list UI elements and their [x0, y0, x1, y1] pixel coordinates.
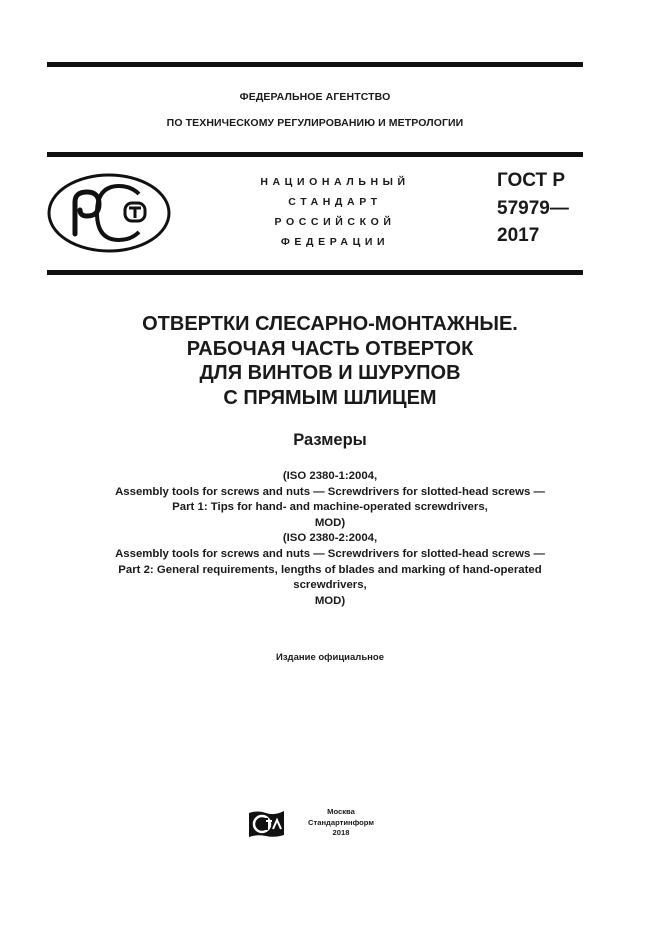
publisher-city: Москва	[327, 807, 355, 816]
reference-line: MOD)	[314, 594, 346, 607]
standard-designation	[497, 167, 569, 250]
agency-line-1: ФЕДЕРАЛЬНОЕ АГЕНТСТВО	[239, 91, 391, 103]
national-line: РОССИЙСКОЙ	[274, 216, 396, 228]
edition-label: Издание официальное	[276, 652, 384, 663]
title-line: ДЛЯ ВИНТОВ И ШУРУПОВ	[199, 362, 461, 384]
title-line: ОТВЕРТКИ СЛЕСАРНО-МОНТАЖНЫЕ.	[142, 313, 518, 335]
designation-line: ГОСТ Р	[497, 170, 566, 191]
title-line: РАБОЧАЯ ЧАСТЬ ОТВЕРТОК	[186, 337, 474, 360]
top-rule	[47, 62, 583, 67]
gost-r-logo-icon	[47, 172, 171, 254]
reference-line: Assembly tools for screws and nuts — Screwdrivers for slotted-head screws —	[115, 485, 545, 498]
reference-line: screwdrivers,	[293, 579, 367, 592]
reference-line: Part 1: Tips for hand- and machine-operated screwdrivers,	[172, 501, 488, 514]
title-line: С ПРЯМЫМ ШЛИЦЕМ	[223, 386, 437, 409]
national-standard-label	[240, 172, 430, 252]
national-line: ФЕДЕРАЦИИ	[280, 236, 390, 248]
reference-line: (ISO 2380-2:2004,	[282, 532, 378, 545]
agency-line-2: ПО ТЕХНИЧЕСКОМУ РЕГУЛИРОВАНИЮ И МЕТРОЛОГИИ	[166, 117, 464, 129]
standard-block-rule	[47, 270, 583, 275]
standartinform-logo-icon	[248, 808, 286, 840]
reference-line: Assembly tools for screws and nuts — Screwdrivers for slotted-head screws —	[115, 547, 545, 560]
designation-line: 57979—	[497, 197, 569, 219]
header-rule	[47, 152, 583, 157]
reference-line: Part 2: General requirements, lengths of blades and marking of hand-operated	[118, 563, 542, 576]
publisher-year: 2018	[332, 828, 350, 837]
iso-references	[47, 469, 613, 609]
reference-line: MOD)	[314, 516, 346, 529]
document-subtitle: Размеры	[293, 431, 367, 449]
designation-line: 2017	[497, 225, 540, 246]
national-line: НАЦИОНАЛЬНЫЙ	[260, 176, 410, 188]
national-line: СТАНДАРТ	[288, 196, 382, 208]
reference-line: (ISO 2380-1:2004,	[282, 470, 378, 482]
publisher-info	[296, 807, 386, 839]
publisher-name: Стандартинформ	[308, 817, 374, 827]
document-title	[47, 312, 613, 410]
